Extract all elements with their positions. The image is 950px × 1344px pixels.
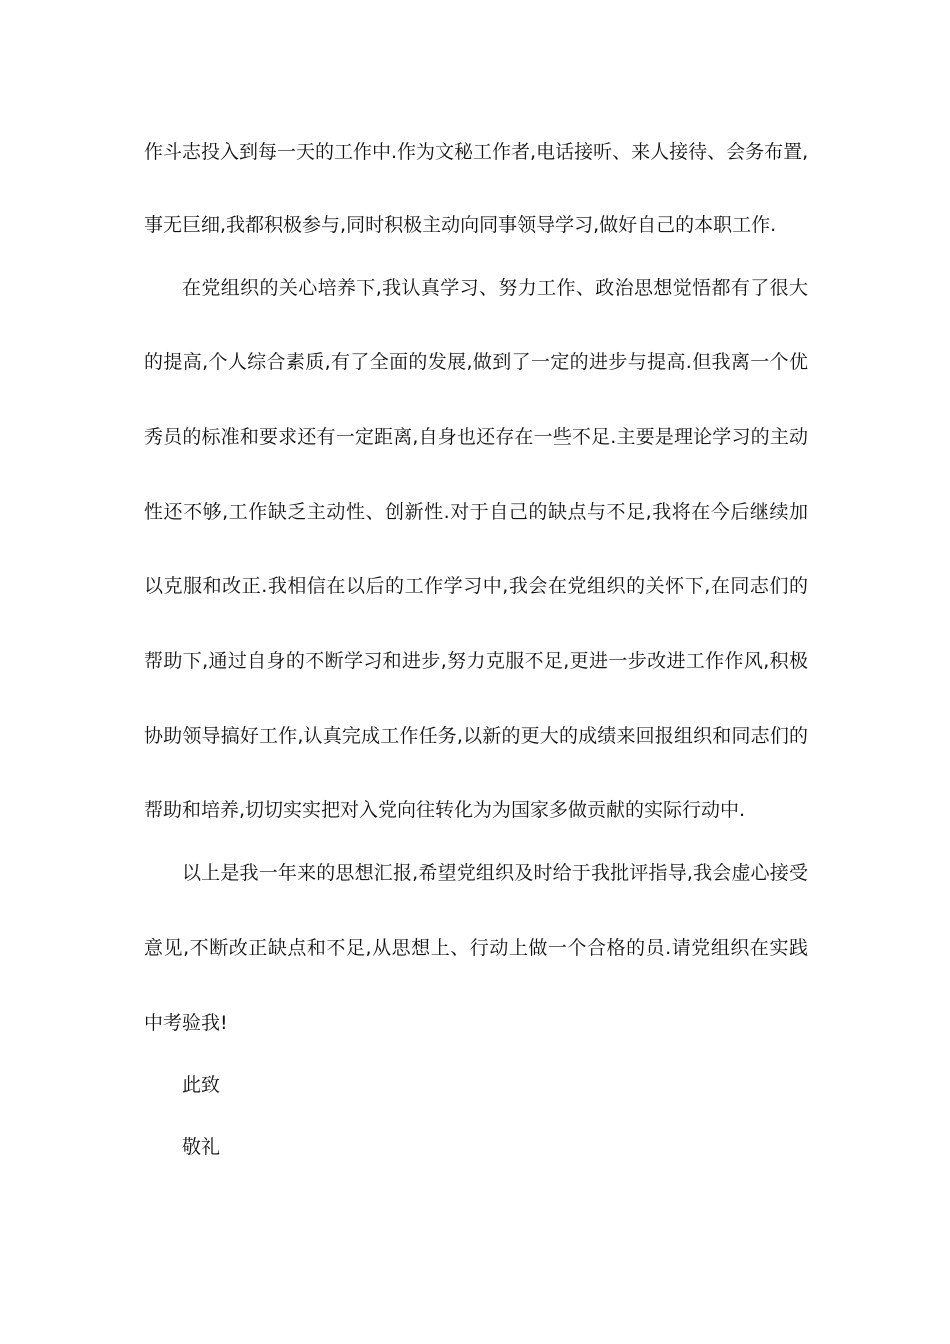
paragraph-2-line-6: 帮助下,通过自身的不断学习和进步,努力克服不足,更进一步改进工作作风,积极 [144,650,808,672]
paragraph-2-line-5: 以克服和改正.我相信在以后的工作学习中,我会在党组织的关怀下,在同志们的 [144,575,808,597]
closing-salutation: 此致 [182,1074,221,1096]
paragraph-1-line-2: 事无巨细,我都积极参与,同时积极主动向同事领导学习,做好自己的本职工作. [144,214,777,236]
paragraph-1-line-1: 作斗志投入到每一天的工作中.作为文秘工作者,电话接听、来人接待、会务布置, [144,141,809,163]
closing-regards: 敬礼 [182,1136,221,1158]
paragraph-3-line-1: 以上是我一年来的思想汇报,希望党组织及时给于我批评指导,我会虚心接受 [182,862,808,884]
paragraph-2-line-2: 的提高,个人综合素质,有了全面的发展,做到了一定的进步与提高.但我离一个优 [144,351,808,373]
paragraph-2-line-3: 秀员的标准和要求还有一定距离,自身也还存在一些不足.主要是理论学习的主动 [144,426,808,448]
paragraph-3-line-3: 中考验我! [144,1012,228,1034]
paragraph-2-line-4: 性还不够,工作缺乏主动性、创新性.对于自己的缺点与不足,我将在今后继续加 [144,501,808,523]
paragraph-2-line-1: 在党组织的关心培养下,我认真学习、努力工作、政治思想觉悟都有了很大 [182,277,808,299]
paragraph-2-line-8: 帮助和培养,切切实实把对入党向往转化为为国家多做贡献的实际行动中. [144,799,746,821]
paragraph-2-line-7: 协助领导搞好工作,认真完成工作任务,以新的更大的成绩来回报组织和同志们的 [144,725,808,747]
paragraph-3-line-2: 意见,不断改正缺点和不足,从思想上、行动上做一个合格的员.请党组织在实践 [144,937,808,959]
